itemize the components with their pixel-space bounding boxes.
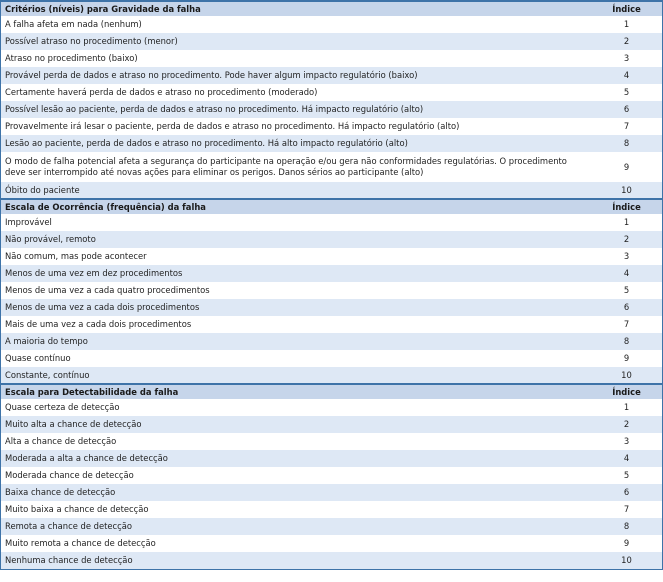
table-body bbox=[1, 1, 662, 569]
table-row bbox=[1, 416, 662, 433]
table-row bbox=[1, 16, 662, 33]
fmea-scales-table bbox=[1, 0, 662, 569]
table-row bbox=[1, 350, 662, 367]
table-row bbox=[1, 282, 662, 299]
table-row bbox=[1, 118, 662, 135]
index-value: 5 bbox=[591, 467, 662, 484]
index-column-header: Índice bbox=[591, 199, 662, 214]
criterion-text: Baixa chance de detecção bbox=[1, 484, 591, 501]
table-row bbox=[1, 316, 662, 333]
criterion-text: Possível atraso no procedimento (menor) bbox=[1, 33, 591, 50]
index-value: 7 bbox=[591, 501, 662, 518]
table-row bbox=[1, 433, 662, 450]
section-header-occurrence bbox=[1, 199, 662, 214]
index-value: 2 bbox=[591, 231, 662, 248]
table-row bbox=[1, 299, 662, 316]
table-row bbox=[1, 484, 662, 501]
index-value: 6 bbox=[591, 484, 662, 501]
index-value: 3 bbox=[591, 433, 662, 450]
criterion-text: Moderada chance de detecção bbox=[1, 467, 591, 484]
criterion-text: A falha afeta em nada (nenhum) bbox=[1, 16, 591, 33]
criterion-text: Menos de uma vez a cada quatro procedimentos bbox=[1, 282, 591, 299]
table-row bbox=[1, 467, 662, 484]
section-header-severity bbox=[1, 1, 662, 16]
index-value: 3 bbox=[591, 248, 662, 265]
section-title: Escala de Ocorrência (frequência) da falha bbox=[1, 199, 591, 214]
index-value: 10 bbox=[591, 552, 662, 569]
criterion-text: Menos de uma vez a cada dois procedimentos bbox=[1, 299, 591, 316]
table-row bbox=[1, 182, 662, 199]
index-value: 4 bbox=[591, 67, 662, 84]
criterion-text: Certamente haverá perda de dados e atraso no procedimento (moderado) bbox=[1, 84, 591, 101]
table-row bbox=[1, 214, 662, 231]
criterion-text: Moderada a alta a chance de detecção bbox=[1, 450, 591, 467]
index-value: 2 bbox=[591, 33, 662, 50]
table-row bbox=[1, 231, 662, 248]
table-row bbox=[1, 50, 662, 67]
section-title: Critérios (níveis) para Gravidade da falha bbox=[1, 1, 591, 16]
table-row bbox=[1, 399, 662, 416]
criterion-text: Possível lesão ao paciente, perda de dados e atraso no procedimento. Há impacto regulatório (alto) bbox=[1, 101, 591, 118]
index-value: 5 bbox=[591, 282, 662, 299]
index-value: 9 bbox=[591, 152, 662, 182]
criterion-text: Quase certeza de detecção bbox=[1, 399, 591, 416]
criterion-text: O modo de falha potencial afeta a segurança do participante na operação e/ou gera não conformidades regulatórias. O procedimento deve ser interrompido até novas ações para eliminar os perigos. Danos sérios ao participante (alto) bbox=[1, 152, 591, 182]
index-value: 9 bbox=[591, 535, 662, 552]
table-row bbox=[1, 33, 662, 50]
criterion-text: Remota a chance de detecção bbox=[1, 518, 591, 535]
criterion-text: Nenhuma chance de detecção bbox=[1, 552, 591, 569]
criterion-text: Quase contínuo bbox=[1, 350, 591, 367]
section-header-detectability bbox=[1, 384, 662, 399]
index-column-header: Índice bbox=[591, 384, 662, 399]
criterion-text: Provável perda de dados e atraso no procedimento. Pode haver algum impacto regulatório (baixo) bbox=[1, 67, 591, 84]
criterion-text: Constante, contínuo bbox=[1, 367, 591, 384]
index-value: 5 bbox=[591, 84, 662, 101]
index-value: 4 bbox=[591, 265, 662, 282]
criterion-text: Óbito do paciente bbox=[1, 182, 591, 199]
index-value: 4 bbox=[591, 450, 662, 467]
index-column-header: Índice bbox=[591, 1, 662, 16]
index-value: 8 bbox=[591, 135, 662, 152]
table-row bbox=[1, 84, 662, 101]
index-value: 2 bbox=[591, 416, 662, 433]
criterion-text: Lesão ao paciente, perda de dados e atraso no procedimento. Há alto impacto regulatório (alto) bbox=[1, 135, 591, 152]
table-row bbox=[1, 248, 662, 265]
index-value: 3 bbox=[591, 50, 662, 67]
index-value: 8 bbox=[591, 333, 662, 350]
criterion-text: Improvável bbox=[1, 214, 591, 231]
criterion-text: Mais de uma vez a cada dois procedimentos bbox=[1, 316, 591, 333]
criterion-text: Atraso no procedimento (baixo) bbox=[1, 50, 591, 67]
criterion-text: Não provável, remoto bbox=[1, 231, 591, 248]
criterion-text: Alta a chance de detecção bbox=[1, 433, 591, 450]
index-value: 1 bbox=[591, 16, 662, 33]
table-row bbox=[1, 450, 662, 467]
section-title: Escala para Detectabilidade da falha bbox=[1, 384, 591, 399]
index-value: 10 bbox=[591, 367, 662, 384]
index-value: 6 bbox=[591, 299, 662, 316]
criterion-text: Muito remota a chance de detecção bbox=[1, 535, 591, 552]
criterion-text: Provavelmente irá lesar o paciente, perda de dados e atraso no procedimento. Há impacto regulatório (alto) bbox=[1, 118, 591, 135]
criterion-text: Não comum, mas pode acontecer bbox=[1, 248, 591, 265]
index-value: 9 bbox=[591, 350, 662, 367]
table-row bbox=[1, 552, 662, 569]
table-row bbox=[1, 518, 662, 535]
table-row bbox=[1, 67, 662, 84]
table-row bbox=[1, 265, 662, 282]
criterion-text: Menos de uma vez em dez procedimentos bbox=[1, 265, 591, 282]
index-value: 1 bbox=[591, 399, 662, 416]
criterion-text: Muito alta a chance de detecção bbox=[1, 416, 591, 433]
index-value: 7 bbox=[591, 316, 662, 333]
table-row bbox=[1, 135, 662, 152]
index-value: 6 bbox=[591, 101, 662, 118]
table-row bbox=[1, 501, 662, 518]
index-value: 8 bbox=[591, 518, 662, 535]
index-value: 7 bbox=[591, 118, 662, 135]
table-row bbox=[1, 101, 662, 118]
index-value: 10 bbox=[591, 182, 662, 199]
index-value: 1 bbox=[591, 214, 662, 231]
criterion-text: Muito baixa a chance de detecção bbox=[1, 501, 591, 518]
table-row bbox=[1, 535, 662, 552]
table-row bbox=[1, 367, 662, 384]
criterion-text: A maioria do tempo bbox=[1, 333, 591, 350]
table-row bbox=[1, 152, 662, 182]
table-row bbox=[1, 333, 662, 350]
